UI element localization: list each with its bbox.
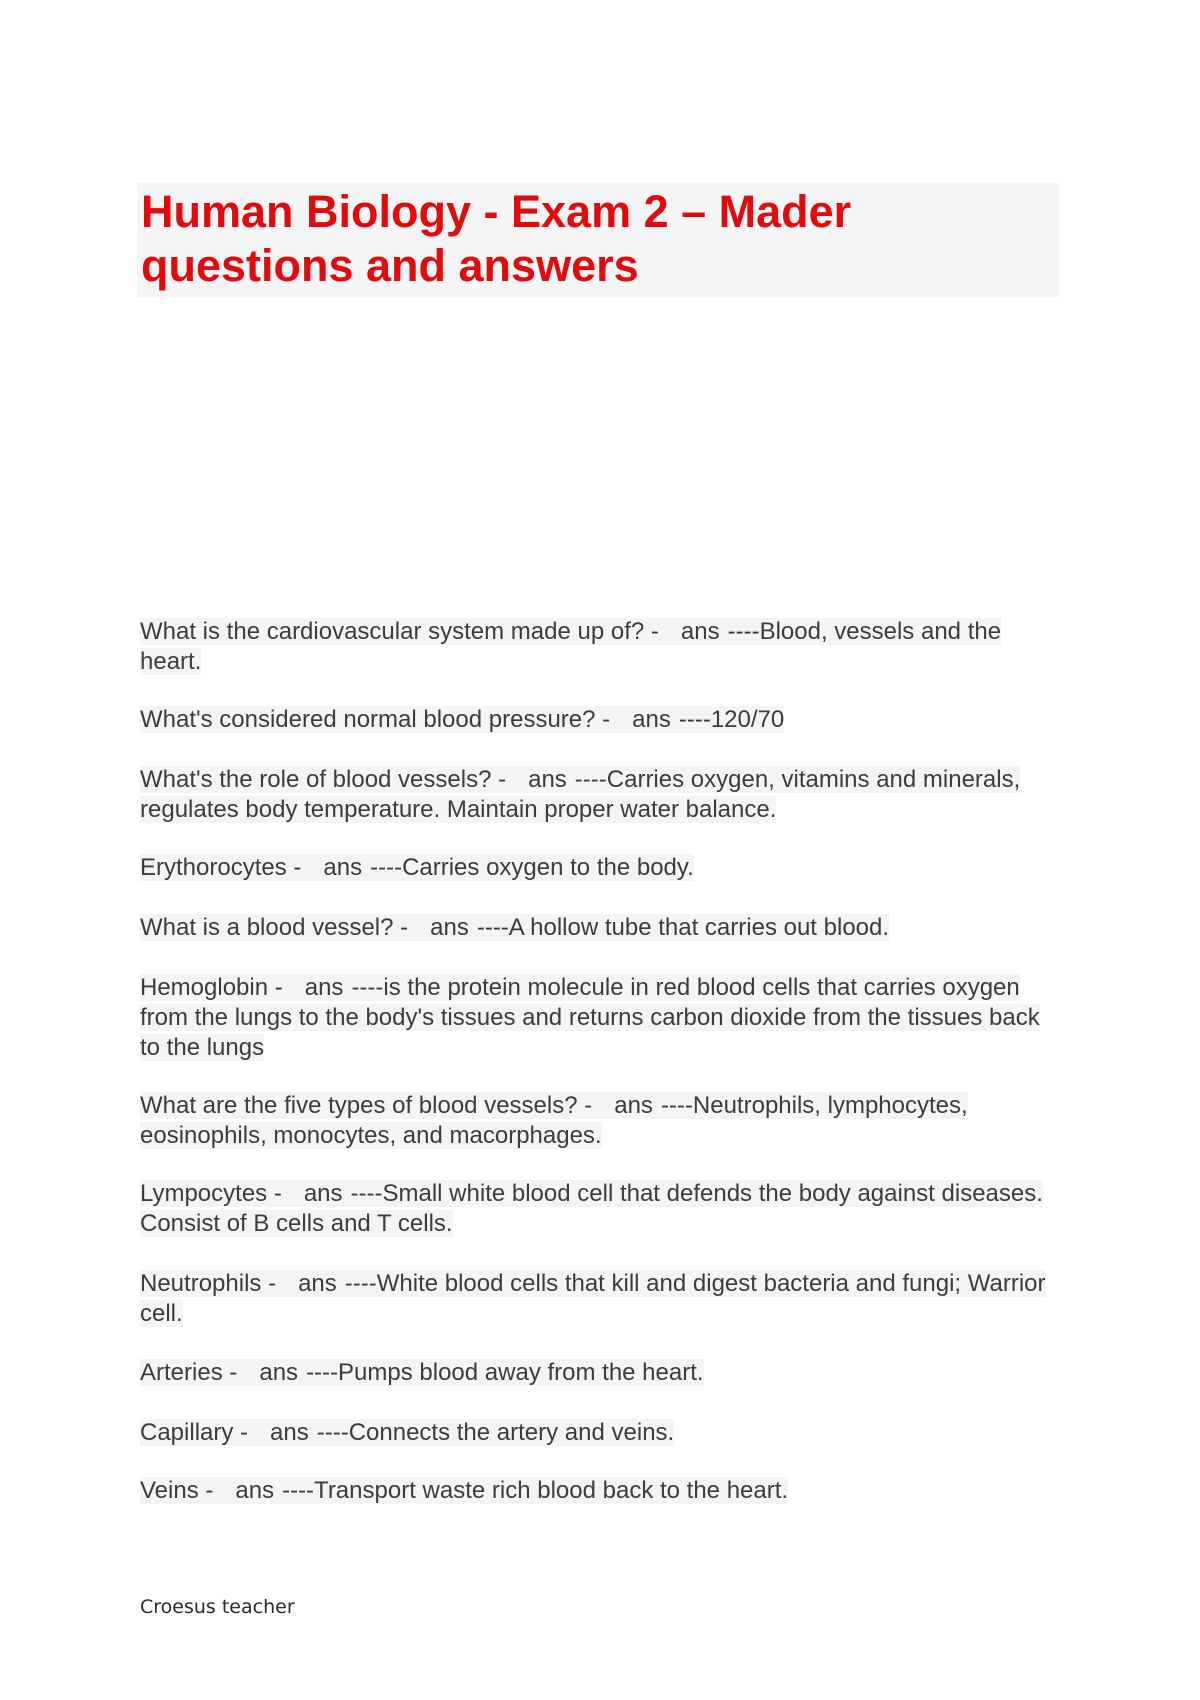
ans-label: ans (298, 1270, 337, 1297)
qa-item (140, 617, 1060, 677)
qa-list (140, 617, 1060, 1506)
answer-text: Carries oxygen, vitamins and minerals, regulates body temperature. Maintain proper water balance. (140, 766, 1021, 823)
qa-item (140, 973, 1060, 1063)
answer-text: Pumps blood away from the heart. (338, 1359, 704, 1386)
question-text: Erythorocytes - (140, 854, 302, 881)
answer-text: Connects the artery and veins. (348, 1419, 675, 1446)
answer-text: Small white blood cell that defends the body against diseases. Consist of B cells and T cells. (140, 1180, 1043, 1237)
question-text: Hemoglobin - (140, 974, 283, 1001)
question-text: Arteries - (140, 1359, 238, 1386)
qa-item (140, 705, 1060, 735)
separator: ---- (350, 1180, 383, 1207)
separator: ---- (370, 854, 403, 881)
question-text: What are the five types of blood vessels? - (140, 1092, 593, 1119)
answer-text: is the protein molecule in red blood cells that carries oxygen from the lungs to the body's tissues and returns carbon dioxide from the tissues back to the lungs (140, 974, 1040, 1061)
qa-item (140, 853, 1060, 883)
ans-label: ans (304, 974, 344, 1001)
ans-label: ans (614, 1092, 653, 1119)
answer-text: Neutrophils, lymphocytes, eosinophils, monocytes, and macorphages. (140, 1092, 968, 1149)
qa-item (140, 1179, 1060, 1239)
question-text: What's considered normal blood pressure? - (140, 706, 611, 733)
ans-label: ans (270, 1419, 309, 1446)
ans-label: ans (632, 706, 671, 733)
title-block (137, 183, 1059, 297)
separator: ---- (727, 618, 760, 645)
ans-label: ans (528, 766, 567, 793)
ans-label: ans (303, 1180, 343, 1207)
footer-author: Croesus teacher (140, 1596, 295, 1618)
separator: ---- (316, 1419, 349, 1446)
separator: ---- (574, 766, 607, 793)
qa-item (140, 913, 1060, 943)
question-text: Veins - (140, 1477, 214, 1504)
separator: ---- (476, 914, 509, 941)
document-title: Human Biology - Exam 2 – Mader questions and answers (141, 186, 852, 291)
question-text: Capillary - (140, 1419, 249, 1446)
separator: ---- (344, 1270, 377, 1297)
answer-text: Transport waste rich blood back to the heart. (314, 1477, 789, 1504)
answer-text: Blood, vessels and the heart. (140, 618, 1002, 675)
qa-item (140, 1476, 1060, 1506)
answer-text: 120/70 (710, 706, 785, 733)
qa-item (140, 765, 1060, 825)
separator: ---- (660, 1092, 693, 1119)
qa-item (140, 1269, 1060, 1329)
ans-label: ans (235, 1477, 275, 1504)
ans-label: ans (430, 914, 469, 941)
separator: ---- (282, 1477, 315, 1504)
answer-text: Carries oxygen to the body. (402, 854, 694, 881)
question-text: Lympocytes - (140, 1180, 282, 1207)
qa-item (140, 1418, 1060, 1448)
separator: ---- (678, 706, 711, 733)
ans-label: ans (680, 618, 720, 645)
question-text: What's the role of blood vessels? - (140, 766, 507, 793)
question-text: What is a blood vessel? - (140, 914, 409, 941)
ans-label: ans (323, 854, 363, 881)
separator: ---- (351, 974, 384, 1001)
ans-label: ans (259, 1359, 299, 1386)
separator: ---- (306, 1359, 339, 1386)
answer-text: White blood cells that kill and digest bacteria and fungi; Warrior cell. (140, 1270, 1046, 1327)
answer-text: A hollow tube that carries out blood. (508, 914, 890, 941)
question-text: What is the cardiovascular system made up of? - (140, 618, 659, 645)
qa-item (140, 1358, 1060, 1388)
qa-item (140, 1091, 1060, 1151)
question-text: Neutrophils - (140, 1270, 277, 1297)
